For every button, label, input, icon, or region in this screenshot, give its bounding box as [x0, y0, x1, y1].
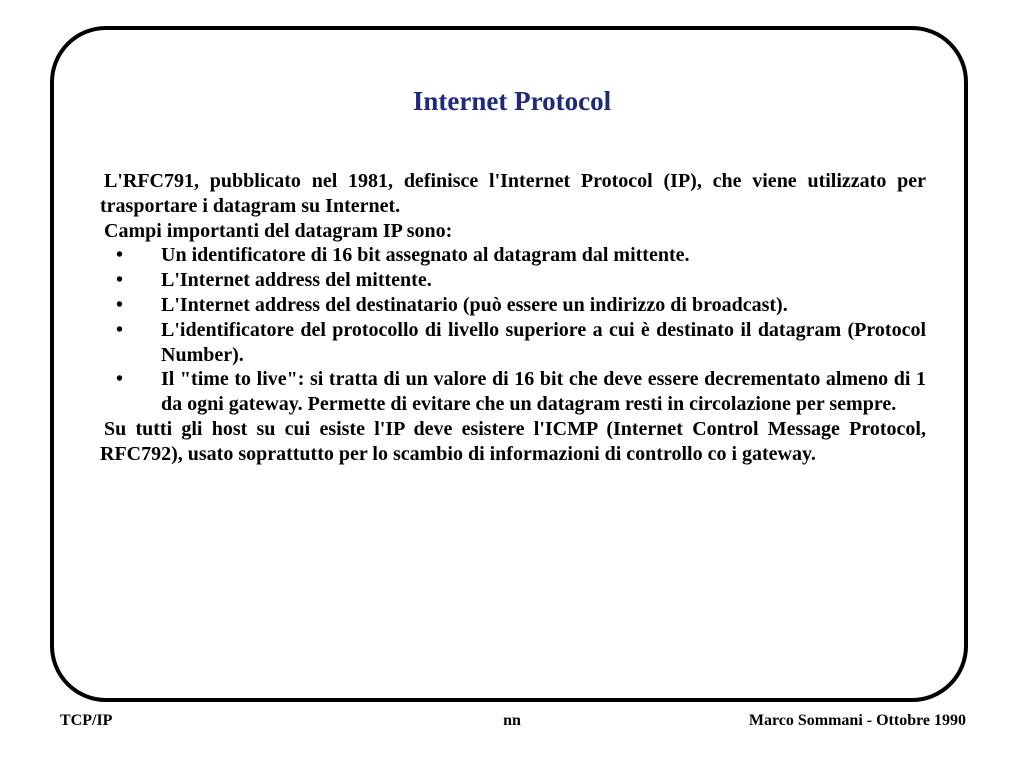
slide-body	[100, 169, 926, 467]
fields-heading: Campi importanti del datagram IP sono:	[104, 219, 453, 242]
list-item-text: L'Internet address del mittente.	[161, 269, 432, 292]
list-item	[100, 268, 926, 293]
list-item	[100, 293, 926, 318]
list-item-text: L'Internet address del destinatario (può essere un indirizzo di broadcast).	[161, 293, 788, 316]
intro-paragraph: L'RFC791, pubblicato nel 1981, definisce l'Internet Protocol (IP), che viene utilizzato per trasportare i datagram su Internet.	[100, 170, 926, 217]
bullet-icon: •	[116, 293, 124, 316]
slide-title: Internet Protocol	[412, 86, 612, 116]
closing-paragraph: Su tutti gli host su cui esiste l'IP deve esistere l'ICMP (Internet Control Message Protocol, RFC792), usato soprattutto per lo scambio di informazioni di controllo co i gateway.	[100, 417, 926, 465]
fields-list	[100, 243, 926, 417]
footer-course: TCP/IP	[60, 712, 113, 729]
bullet-icon: •	[116, 318, 124, 341]
list-item-text: Il "time to live": si tratta di un valore di 16 bit che deve essere decrementato almeno di 1 da ogni gateway. Permette di evitare che un datagram resti in circolazione per sempre.	[161, 368, 926, 416]
bullet-icon: •	[116, 368, 124, 391]
list-item	[100, 367, 926, 417]
bullet-icon: •	[116, 244, 124, 267]
list-item-text: Un identificatore di 16 bit assegnato al datagram dal mittente.	[161, 244, 690, 267]
list-item	[100, 318, 926, 368]
list-item	[100, 243, 926, 268]
list-item-text: L'identificatore del protocollo di livello superiore a cui è destinato il datagram (Protocol Number).	[161, 318, 926, 366]
footer-page-number: nn	[503, 712, 521, 729]
footer-author-date: Marco Sommani - Ottobre 1990	[748, 712, 966, 729]
bullet-icon: •	[116, 269, 124, 292]
